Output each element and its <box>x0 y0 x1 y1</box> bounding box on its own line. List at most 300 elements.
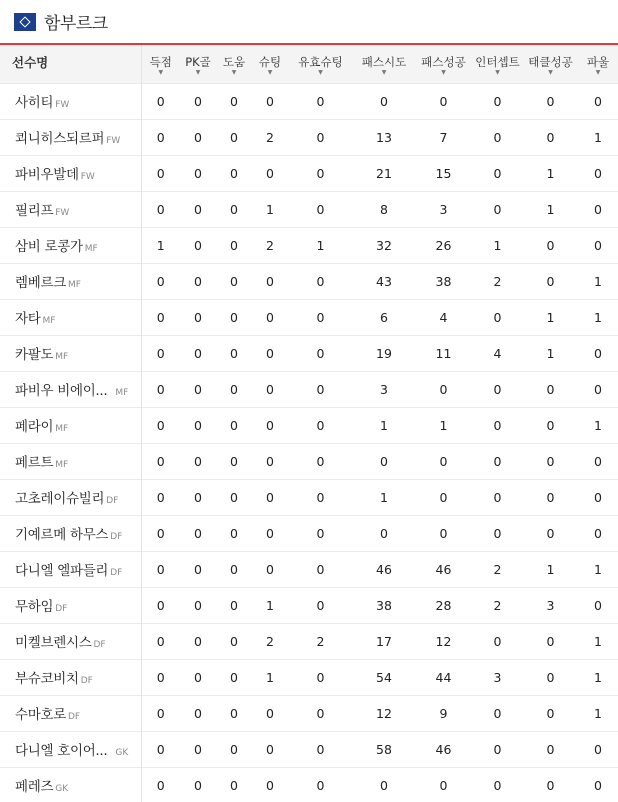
stat-cell-pk: 0 <box>194 93 202 109</box>
stat-cell-pk: 0 <box>194 165 202 181</box>
stat-cell-assists: 0 <box>230 237 238 253</box>
stat-cell-tackles-won: 0 <box>546 273 555 289</box>
table-row <box>0 443 618 479</box>
stat-cell-fouls: 0 <box>594 237 602 253</box>
player-cell <box>0 767 141 802</box>
player-name-link[interactable]: 자타 <box>15 311 41 327</box>
player-position: MF <box>84 244 98 254</box>
stat-cell-goals: 0 <box>156 309 165 325</box>
stat-cell-pk: 0 <box>194 669 202 685</box>
player-position: MF <box>67 280 81 290</box>
stat-cell-passes-completed: 0 <box>439 489 448 505</box>
player-cell <box>0 263 141 299</box>
column-header-label: 유효슈팅 <box>298 55 343 70</box>
column-header-player: 선수명 <box>0 45 141 83</box>
stat-cell-passes-completed: 0 <box>439 453 448 469</box>
stat-cell-goals: 1 <box>156 237 165 253</box>
column-header-label: 인터셉트 <box>475 55 520 70</box>
player-cell <box>0 479 141 515</box>
stat-cell-shots: 0 <box>266 309 274 325</box>
stat-cell-tackles-won: 0 <box>546 705 555 721</box>
stat-cell-goals: 0 <box>156 201 165 217</box>
column-header-label: 태클성공 <box>528 55 573 70</box>
player-name-link[interactable]: 쾨니히스되르퍼 <box>15 131 105 147</box>
team-header <box>0 0 618 43</box>
table-row <box>0 731 618 767</box>
stat-cell-passes: 0 <box>380 525 388 541</box>
stat-cell-shots-on-target: 0 <box>316 165 325 181</box>
player-cell <box>0 227 141 263</box>
player-cell <box>0 731 141 767</box>
player-position: GK <box>115 748 129 758</box>
stat-cell-assists: 0 <box>230 561 238 577</box>
stat-cell-fouls: 1 <box>594 705 602 721</box>
stat-cell-shots-on-target: 0 <box>316 93 325 109</box>
sort-arrow-icon: ▼ <box>548 68 553 76</box>
player-cell <box>0 191 141 227</box>
column-header-label: 득점 <box>149 55 172 70</box>
stat-cell-fouls: 0 <box>594 489 602 505</box>
stat-cell-assists: 0 <box>230 633 238 649</box>
stat-cell-pk: 0 <box>194 309 202 325</box>
stat-cell-passes: 6 <box>380 309 388 325</box>
stat-cell-goals: 0 <box>156 129 165 145</box>
stat-cell-fouls: 1 <box>594 633 602 649</box>
stat-cell-fouls: 0 <box>594 165 602 181</box>
stat-cell-interceptions: 0 <box>493 741 502 757</box>
player-position: DF <box>67 712 81 722</box>
stat-cell-goals: 0 <box>156 669 165 685</box>
stat-cell-passes: 0 <box>380 777 388 793</box>
stat-cell-interceptions: 0 <box>493 453 502 469</box>
stat-cell-goals: 0 <box>156 273 165 289</box>
sort-arrow-icon: ▼ <box>595 68 601 76</box>
stat-cell-passes: 0 <box>380 453 388 469</box>
player-name-link[interactable]: 삼비 로콩가 <box>15 239 83 255</box>
stat-cell-shots-on-target: 0 <box>316 741 325 757</box>
stat-cell-tackles-won: 0 <box>546 417 555 433</box>
column-header-interceptions[interactable] <box>472 45 523 83</box>
player-cell <box>0 407 141 443</box>
player-name-link[interactable]: 고초레이슈빌리 <box>15 491 105 507</box>
stat-cell-fouls: 1 <box>594 129 602 145</box>
stat-cell-assists: 0 <box>230 273 238 289</box>
player-cell <box>0 659 141 695</box>
stat-cell-passes-completed: 1 <box>439 417 448 433</box>
stat-cell-fouls: 1 <box>594 309 602 325</box>
stat-cell-interceptions: 0 <box>493 633 502 649</box>
player-cell <box>0 119 141 155</box>
stat-cell-passes-completed: 28 <box>435 597 452 613</box>
stat-cell-pk: 0 <box>194 201 202 217</box>
stat-cell-tackles-won: 1 <box>546 309 555 325</box>
stat-cell-tackles-won: 0 <box>546 489 555 505</box>
stat-cell-goals: 0 <box>156 633 165 649</box>
table-row <box>0 479 618 515</box>
stat-cell-passes-completed: 9 <box>439 705 448 721</box>
stat-cell-assists: 0 <box>230 705 238 721</box>
stat-cell-passes-completed: 12 <box>435 633 452 649</box>
column-header-shots-on-target[interactable] <box>288 45 353 83</box>
column-header-shots[interactable] <box>252 45 288 83</box>
table-row <box>0 335 618 371</box>
player-name-link[interactable]: 카팔도 <box>15 347 54 363</box>
stat-cell-goals: 0 <box>156 489 165 505</box>
stat-cell-fouls: 0 <box>594 93 602 109</box>
stat-cell-assists: 0 <box>230 381 238 397</box>
player-position: DF <box>93 640 106 650</box>
stat-cell-shots: 0 <box>266 381 274 397</box>
stat-cell-shots-on-target: 0 <box>316 453 325 469</box>
player-position: MF <box>42 316 56 326</box>
sort-arrow-icon: ▼ <box>381 68 387 76</box>
stat-cell-shots-on-target: 1 <box>316 237 325 253</box>
stat-cell-passes: 38 <box>376 597 392 613</box>
stat-cell-passes: 21 <box>376 165 392 181</box>
stat-cell-tackles-won: 1 <box>546 561 555 577</box>
table-row <box>0 263 618 299</box>
player-name-link[interactable]: 파비우 비에이... <box>15 383 108 399</box>
stat-cell-shots-on-target: 0 <box>316 129 325 145</box>
column-header-label: 슈팅 <box>258 55 282 70</box>
player-stats-table <box>0 45 618 802</box>
stat-cell-tackles-won: 1 <box>546 165 555 181</box>
stat-cell-interceptions: 0 <box>493 309 502 325</box>
stat-cell-tackles-won: 0 <box>546 381 555 397</box>
stat-cell-pk: 0 <box>194 561 202 577</box>
stat-cell-pk: 0 <box>194 525 202 541</box>
stat-cell-goals: 0 <box>156 705 165 721</box>
stat-cell-interceptions: 3 <box>493 669 502 685</box>
table-row <box>0 551 618 587</box>
stat-cell-goals: 0 <box>156 561 165 577</box>
stat-cell-assists: 0 <box>230 669 238 685</box>
stat-cell-passes: 3 <box>380 381 388 397</box>
player-position: FW <box>106 136 121 146</box>
stat-cell-fouls: 1 <box>594 417 602 433</box>
stat-cell-passes: 13 <box>376 129 392 145</box>
stat-cell-assists: 0 <box>230 489 238 505</box>
stat-cell-assists: 0 <box>230 417 238 433</box>
stat-cell-shots: 0 <box>266 273 274 289</box>
player-cell <box>0 83 141 119</box>
stat-cell-tackles-won: 0 <box>546 669 555 685</box>
player-cell <box>0 587 141 623</box>
player-name-link[interactable]: 미켈브렌시스 <box>15 635 92 651</box>
stat-cell-tackles-won: 0 <box>546 777 555 793</box>
stat-cell-shots: 0 <box>266 417 274 433</box>
column-header-label: 패스성공 <box>421 55 466 70</box>
player-cell <box>0 695 141 731</box>
player-position: MF <box>115 388 129 398</box>
stat-cell-goals: 0 <box>156 597 165 613</box>
stat-cell-passes: 54 <box>376 669 392 685</box>
sort-arrow-icon: ▼ <box>158 68 164 76</box>
stat-cell-fouls: 0 <box>594 201 602 217</box>
player-position: DF <box>80 676 93 686</box>
stat-cell-shots-on-target: 0 <box>316 273 325 289</box>
player-position: FW <box>55 208 70 218</box>
column-header-label: 도움 <box>222 55 246 70</box>
stat-cell-interceptions: 2 <box>493 597 502 613</box>
stat-cell-interceptions: 0 <box>493 777 502 793</box>
stat-cell-pk: 0 <box>194 273 202 289</box>
stat-cell-passes: 19 <box>376 345 392 361</box>
table-row <box>0 623 618 659</box>
column-header-passes-completed[interactable] <box>415 45 472 83</box>
player-cell <box>0 623 141 659</box>
player-position: DF <box>106 496 119 506</box>
stat-cell-passes-completed: 11 <box>435 345 452 361</box>
stat-cell-shots: 2 <box>266 237 274 253</box>
player-name-link[interactable]: 다니엘 호이어... <box>15 743 108 759</box>
stat-cell-shots-on-target: 2 <box>316 633 325 649</box>
player-name-link[interactable]: 페르트 <box>15 455 54 471</box>
stat-cell-assists: 0 <box>230 597 238 613</box>
player-name-link[interactable]: 다니엘 엘파들리 <box>15 563 109 579</box>
player-cell <box>0 443 141 479</box>
player-position: DF <box>55 604 68 614</box>
stat-cell-passes: 17 <box>376 633 392 649</box>
stat-cell-shots: 0 <box>266 705 274 721</box>
stat-cell-tackles-won: 0 <box>546 633 555 649</box>
stat-cell-pk: 0 <box>194 489 202 505</box>
stat-cell-pk: 0 <box>194 741 202 757</box>
stat-cell-shots-on-target: 0 <box>316 597 325 613</box>
stat-cell-goals: 0 <box>156 417 165 433</box>
stat-cell-assists: 0 <box>230 777 238 793</box>
stat-cell-assists: 0 <box>230 129 238 145</box>
stat-cell-passes: 43 <box>376 273 392 289</box>
stat-cell-passes: 58 <box>376 741 392 757</box>
player-name-link[interactable]: 필리프 <box>15 203 54 219</box>
player-name-link[interactable]: 사히티 <box>15 95 54 111</box>
stat-cell-passes-completed: 3 <box>439 201 448 217</box>
stat-cell-tackles-won: 0 <box>546 453 555 469</box>
stat-cell-fouls: 0 <box>594 345 602 361</box>
stat-cell-tackles-won: 0 <box>546 93 555 109</box>
stat-cell-assists: 0 <box>230 93 238 109</box>
table-body <box>0 83 618 802</box>
stat-cell-interceptions: 2 <box>493 561 502 577</box>
column-header-assists[interactable] <box>216 45 252 83</box>
player-name-link[interactable]: 기예르메 하무스 <box>15 527 109 543</box>
table-row <box>0 83 618 119</box>
stat-cell-shots: 1 <box>266 669 274 685</box>
player-cell <box>0 371 141 407</box>
stat-cell-interceptions: 0 <box>493 705 502 721</box>
table-row <box>0 191 618 227</box>
player-cell <box>0 515 141 551</box>
table-row <box>0 407 618 443</box>
stat-cell-goals: 0 <box>156 345 165 361</box>
stat-cell-shots: 1 <box>266 201 274 217</box>
table-row <box>0 371 618 407</box>
stat-cell-pk: 0 <box>194 129 202 145</box>
stat-cell-fouls: 1 <box>594 273 602 289</box>
stat-cell-goals: 0 <box>156 777 165 793</box>
stat-cell-pk: 0 <box>194 705 202 721</box>
stat-cell-shots: 0 <box>266 345 274 361</box>
stat-cell-passes: 1 <box>380 417 388 433</box>
stat-cell-pk: 0 <box>194 381 202 397</box>
stat-cell-assists: 0 <box>230 309 238 325</box>
player-position: FW <box>55 100 70 110</box>
player-position: FW <box>80 172 95 182</box>
column-header-label: 파울 <box>586 55 610 70</box>
stat-cell-assists: 0 <box>230 201 238 217</box>
player-name-link[interactable]: 부슈코비치 <box>15 671 79 687</box>
stat-cell-tackles-won: 1 <box>546 345 555 361</box>
stat-cell-passes-completed: 0 <box>439 525 448 541</box>
stat-cell-passes-completed: 44 <box>435 669 452 685</box>
stat-cell-interceptions: 4 <box>493 345 502 361</box>
stat-cell-interceptions: 0 <box>493 129 502 145</box>
player-name-link[interactable]: 페라이 <box>15 419 54 435</box>
column-header-label: 패스시도 <box>361 55 407 70</box>
column-header-goals[interactable] <box>141 45 180 83</box>
stat-cell-fouls: 1 <box>594 561 602 577</box>
stat-cell-interceptions: 0 <box>493 417 502 433</box>
player-position: MF <box>55 460 69 470</box>
team-name: 함부르크 <box>44 14 108 34</box>
column-header-tackles-won[interactable] <box>523 45 578 83</box>
stat-cell-shots-on-target: 0 <box>316 777 325 793</box>
stat-cell-passes: 46 <box>376 561 392 577</box>
player-name-link[interactable]: 무하임 <box>15 599 54 615</box>
stat-cell-passes: 0 <box>380 93 388 109</box>
stat-cell-shots: 0 <box>266 93 274 109</box>
stat-cell-passes-completed: 4 <box>439 309 448 325</box>
player-position: GK <box>55 784 69 795</box>
stat-cell-passes-completed: 15 <box>435 165 452 181</box>
stat-cell-pk: 0 <box>194 597 202 613</box>
stat-cell-pk: 0 <box>194 453 202 469</box>
stat-cell-pk: 0 <box>194 777 202 793</box>
stat-cell-interceptions: 0 <box>493 93 502 109</box>
stat-cell-pk: 0 <box>194 345 202 361</box>
sort-arrow-icon: ▼ <box>195 68 201 76</box>
stat-cell-shots-on-target: 0 <box>316 705 325 721</box>
stat-cell-shots-on-target: 0 <box>316 309 325 325</box>
stat-cell-shots: 0 <box>266 489 274 505</box>
stat-cell-interceptions: 0 <box>493 165 502 181</box>
stat-cell-fouls: 1 <box>594 669 602 685</box>
stat-cell-shots-on-target: 0 <box>316 561 325 577</box>
table-row <box>0 155 618 191</box>
stat-cell-shots-on-target: 0 <box>316 201 325 217</box>
stat-cell-shots: 1 <box>266 597 274 613</box>
stat-cell-shots: 2 <box>266 129 274 145</box>
table-row <box>0 227 618 263</box>
player-name-link[interactable]: 렘베르크 <box>15 275 66 291</box>
stat-cell-shots-on-target: 0 <box>316 525 325 541</box>
player-position: DF <box>110 568 123 578</box>
stat-cell-interceptions: 1 <box>493 237 502 253</box>
stat-cell-passes: 12 <box>376 705 392 721</box>
column-header-passes[interactable] <box>353 45 415 83</box>
stat-cell-shots: 0 <box>266 165 274 181</box>
stat-cell-passes-completed: 46 <box>435 561 452 577</box>
stat-cell-passes-completed: 46 <box>435 741 452 757</box>
stat-cell-tackles-won: 0 <box>546 741 555 757</box>
stat-cell-assists: 0 <box>230 453 238 469</box>
stat-cell-shots-on-target: 0 <box>316 489 325 505</box>
sort-arrow-icon: ▼ <box>267 68 273 76</box>
stat-cell-fouls: 0 <box>594 525 602 541</box>
sort-arrow-icon: ▼ <box>441 68 446 76</box>
player-cell <box>0 299 141 335</box>
stat-cell-passes: 1 <box>380 489 388 505</box>
column-header-label: PK골 <box>185 55 211 70</box>
stat-cell-shots: 0 <box>266 777 274 793</box>
stat-cell-fouls: 0 <box>594 741 602 757</box>
stat-cell-passes-completed: 26 <box>435 237 452 253</box>
table-row <box>0 695 618 731</box>
stat-cell-interceptions: 0 <box>493 381 502 397</box>
hsv-diamond-logo-icon <box>14 13 36 31</box>
player-position: MF <box>55 424 69 434</box>
stat-cell-assists: 0 <box>230 741 238 757</box>
player-cell <box>0 335 141 371</box>
stat-cell-goals: 0 <box>156 165 165 181</box>
stat-cell-shots-on-target: 0 <box>316 381 325 397</box>
table-row <box>0 659 618 695</box>
stat-cell-fouls: 0 <box>594 381 602 397</box>
stat-cell-tackles-won: 0 <box>546 237 555 253</box>
stat-cell-shots: 0 <box>266 453 274 469</box>
player-position: MF <box>55 352 69 362</box>
table-row <box>0 299 618 335</box>
stat-cell-shots: 0 <box>266 561 274 577</box>
stat-cell-assists: 0 <box>230 345 238 361</box>
stat-cell-fouls: 0 <box>594 777 602 793</box>
stat-cell-pk: 0 <box>194 633 202 649</box>
stat-cell-passes-completed: 0 <box>439 381 448 397</box>
table-row <box>0 587 618 623</box>
table-header-row <box>0 45 618 83</box>
stat-cell-assists: 0 <box>230 525 238 541</box>
stat-cell-shots-on-target: 0 <box>316 669 325 685</box>
stat-cell-tackles-won: 3 <box>546 597 555 613</box>
player-name-link[interactable]: 수마호로 <box>15 707 66 723</box>
stat-cell-assists: 0 <box>230 165 238 181</box>
column-header-fouls[interactable] <box>578 45 618 83</box>
stat-cell-shots: 2 <box>266 633 274 649</box>
stat-cell-shots-on-target: 0 <box>316 417 325 433</box>
stat-cell-passes: 32 <box>376 237 392 253</box>
stat-cell-interceptions: 0 <box>493 201 502 217</box>
stat-cell-interceptions: 0 <box>493 489 502 505</box>
stat-cell-goals: 0 <box>156 93 165 109</box>
stat-cell-shots: 0 <box>266 525 274 541</box>
stat-cell-goals: 0 <box>156 381 165 397</box>
stat-cell-tackles-won: 1 <box>546 201 555 217</box>
stat-cell-fouls: 0 <box>594 597 602 613</box>
table-row <box>0 515 618 551</box>
stat-cell-passes: 8 <box>380 201 388 217</box>
player-name-link[interactable]: 파비우발데 <box>15 167 79 183</box>
table-row <box>0 119 618 155</box>
stat-cell-goals: 0 <box>156 525 165 541</box>
stat-cell-pk: 0 <box>194 417 202 433</box>
stat-cell-interceptions: 2 <box>493 273 502 289</box>
sort-arrow-icon: ▼ <box>231 68 237 76</box>
stat-cell-tackles-won: 0 <box>546 129 555 145</box>
stat-cell-passes-completed: 0 <box>439 93 448 109</box>
column-header-pk[interactable] <box>180 45 216 83</box>
player-name-link[interactable]: 페레즈 <box>15 779 54 796</box>
